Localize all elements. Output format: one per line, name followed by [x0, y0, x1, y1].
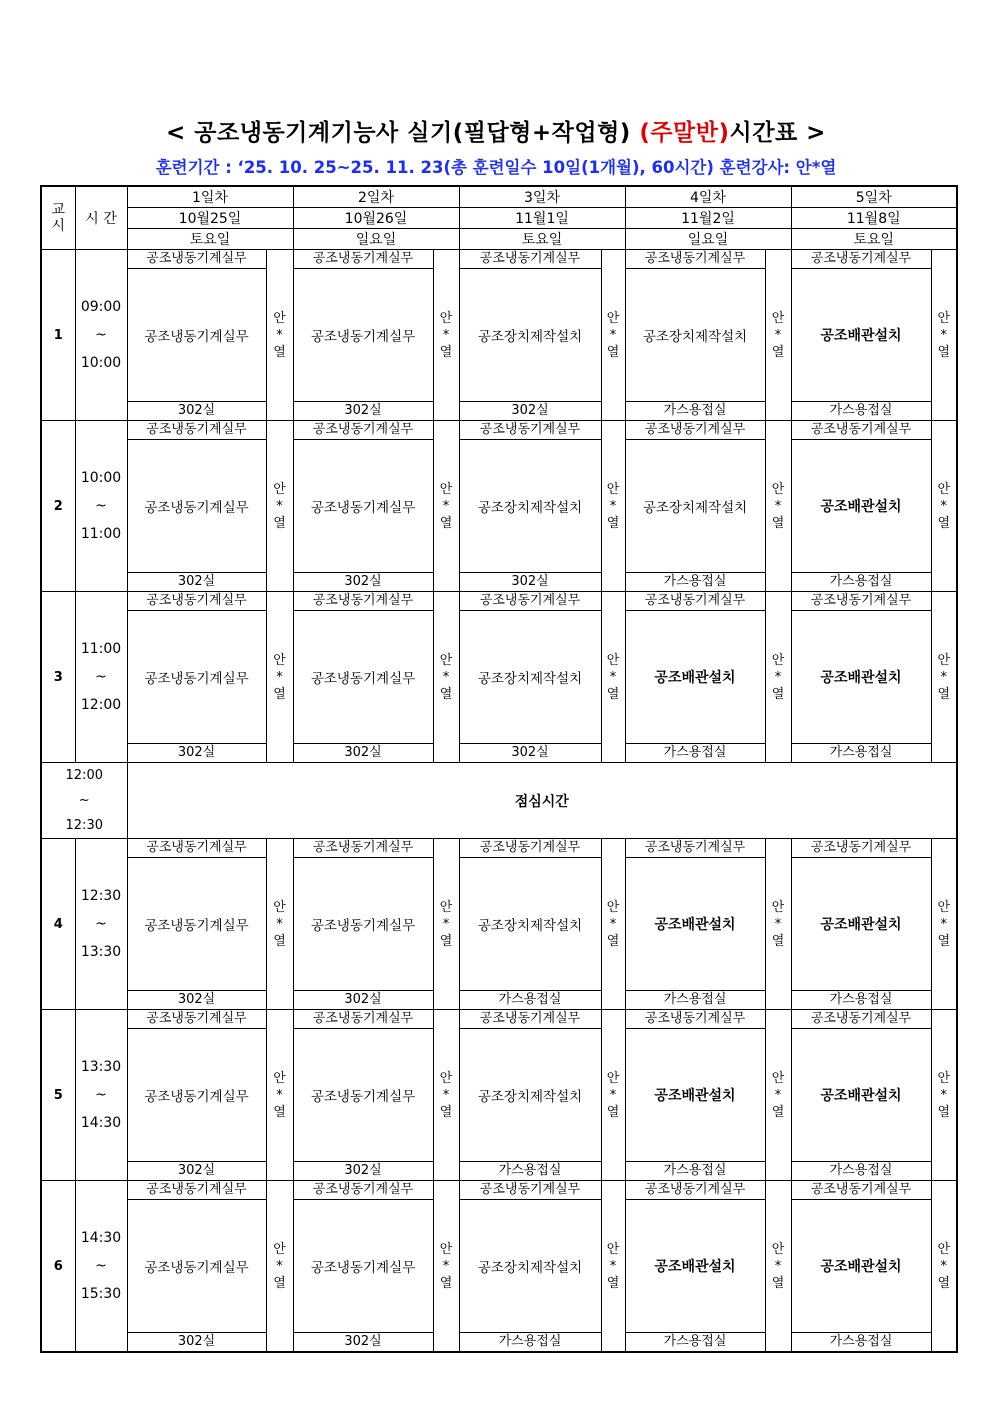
day-header-4: 4일차 — [625, 186, 791, 208]
category-label: 공조냉동기계실무 — [293, 592, 433, 611]
subject-cell: 공조냉동기계실무 — [127, 611, 266, 744]
subject-cell: 공조냉동기계실무 — [293, 611, 433, 744]
date-header-2: 10월26일 — [293, 208, 459, 229]
room-label: 가스용접실 — [459, 1333, 601, 1353]
time-header: 시 간 — [75, 186, 127, 250]
category-label: 공조냉동기계실무 — [625, 1010, 765, 1029]
instructor-name: 안 * 열 — [266, 1010, 293, 1181]
table-row — [41, 250, 957, 269]
period-header: 교시 — [41, 186, 75, 250]
subject-cell: 공조배관설치 — [791, 858, 931, 991]
subject-cell: 공조냉동기계실무 — [293, 269, 433, 402]
instructor-name: 안 * 열 — [601, 1010, 625, 1181]
subject-cell: 공조냉동기계실무 — [127, 269, 266, 402]
subject-cell: 공조냉동기계실무 — [293, 1200, 433, 1333]
category-label: 공조냉동기계실무 — [459, 250, 601, 269]
category-label: 공조냉동기계실무 — [293, 1181, 433, 1200]
category-label: 공조냉동기계실무 — [791, 1181, 931, 1200]
subject-cell: 공조냉동기계실무 — [127, 858, 266, 991]
room-label: 302실 — [293, 1333, 433, 1353]
period-number: 4 — [41, 839, 75, 1010]
category-label: 공조냉동기계실무 — [127, 1181, 266, 1200]
category-label: 공조냉동기계실무 — [459, 421, 601, 440]
training-period-subtitle: 훈련기간 : ‘25. 10. 25~25. 11. 23(총 훈련일수 10일(1개월), 60시간) 훈련강사: 안*열 — [155, 158, 837, 177]
category-label: 공조냉동기계실무 — [625, 592, 765, 611]
instructor-name: 안 * 열 — [266, 250, 293, 421]
category-label: 공조냉동기계실무 — [625, 1181, 765, 1200]
instructor-name: 안 * 열 — [266, 592, 293, 763]
table-row — [41, 402, 957, 421]
room-label: 가스용접실 — [459, 991, 601, 1010]
instructor-name: 안 * 열 — [765, 1181, 791, 1353]
instructor-name: 안 * 열 — [931, 1010, 957, 1181]
instructor-name: 안 * 열 — [433, 250, 459, 421]
weekday-header-1: 토요일 — [127, 229, 293, 250]
table-row — [41, 744, 957, 763]
instructor-name: 안 * 열 — [931, 250, 957, 421]
table-row — [41, 1162, 957, 1181]
room-label: 가스용접실 — [791, 1333, 931, 1353]
lunch-row — [41, 763, 957, 839]
category-label: 공조냉동기계실무 — [625, 250, 765, 269]
instructor-name: 안 * 열 — [266, 839, 293, 1010]
weekday-header-2: 일요일 — [293, 229, 459, 250]
title-highlight: (주말반) — [639, 120, 730, 146]
instructor-name: 안 * 열 — [266, 1181, 293, 1353]
room-label: 가스용접실 — [791, 744, 931, 763]
room-label: 가스용접실 — [625, 1162, 765, 1181]
period-time: 11:00 ~ 12:00 — [75, 592, 127, 763]
table-row — [41, 991, 957, 1010]
timetable — [40, 185, 958, 1353]
period-time: 14:30 ~ 15:30 — [75, 1181, 127, 1353]
table-row — [41, 440, 957, 573]
subject-cell: 공조냉동기계실무 — [293, 440, 433, 573]
period-time: 10:00 ~ 11:00 — [75, 421, 127, 592]
room-label: 302실 — [127, 991, 266, 1010]
room-label: 302실 — [127, 1162, 266, 1181]
period-number: 6 — [41, 1181, 75, 1353]
subject-cell: 공조장치제작설치 — [625, 440, 765, 573]
room-label: 302실 — [293, 991, 433, 1010]
lunch-time: 12:00 ~ 12:30 — [41, 763, 127, 839]
room-label: 가스용접실 — [791, 1162, 931, 1181]
room-label: 가스용접실 — [625, 1333, 765, 1353]
lunch-label: 점심시간 — [127, 763, 957, 839]
category-label: 공조냉동기계실무 — [127, 592, 266, 611]
room-label: 302실 — [293, 744, 433, 763]
category-label: 공조냉동기계실무 — [625, 421, 765, 440]
room-label: 302실 — [127, 573, 266, 592]
subject-cell: 공조배관설치 — [791, 1200, 931, 1333]
category-label: 공조냉동기계실무 — [293, 250, 433, 269]
subject-cell: 공조배관설치 — [791, 611, 931, 744]
instructor-name: 안 * 열 — [931, 1181, 957, 1353]
room-label: 302실 — [293, 402, 433, 421]
category-label: 공조냉동기계실무 — [459, 592, 601, 611]
instructor-name: 안 * 열 — [601, 1181, 625, 1353]
subject-cell: 공조냉동기계실무 — [127, 1029, 266, 1162]
instructor-name: 안 * 열 — [931, 421, 957, 592]
category-label: 공조냉동기계실무 — [127, 250, 266, 269]
instructor-name: 안 * 열 — [433, 592, 459, 763]
instructor-name: 안 * 열 — [765, 839, 791, 1010]
date-header-4: 11월2일 — [625, 208, 791, 229]
room-label: 302실 — [293, 1162, 433, 1181]
date-header-5: 11월8일 — [791, 208, 957, 229]
date-header-3: 11월1일 — [459, 208, 625, 229]
room-label: 302실 — [459, 402, 601, 421]
instructor-name: 안 * 열 — [433, 1181, 459, 1353]
instructor-name: 안 * 열 — [931, 592, 957, 763]
category-label: 공조냉동기계실무 — [791, 839, 931, 858]
weekday-header-5: 토요일 — [791, 229, 957, 250]
subject-cell: 공조배관설치 — [791, 269, 931, 402]
table-row — [41, 1181, 957, 1200]
day-header-5: 5일차 — [791, 186, 957, 208]
instructor-name: 안 * 열 — [601, 250, 625, 421]
table-row — [41, 1333, 957, 1353]
subject-cell: 공조냉동기계실무 — [127, 1200, 266, 1333]
category-label: 공조냉동기계실무 — [459, 1181, 601, 1200]
room-label: 가스용접실 — [791, 573, 931, 592]
table-row — [41, 421, 957, 440]
category-label: 공조냉동기계실무 — [293, 1010, 433, 1029]
category-label: 공조냉동기계실무 — [127, 1010, 266, 1029]
subject-cell: 공조냉동기계실무 — [293, 1029, 433, 1162]
day-header-2: 2일차 — [293, 186, 459, 208]
period-number: 1 — [41, 250, 75, 421]
period-number: 5 — [41, 1010, 75, 1181]
subject-cell: 공조장치제작설치 — [459, 611, 601, 744]
instructor-name: 안 * 열 — [765, 421, 791, 592]
room-label: 302실 — [127, 1333, 266, 1353]
instructor-name: 안 * 열 — [433, 839, 459, 1010]
room-label: 가스용접실 — [625, 402, 765, 421]
instructor-name: 안 * 열 — [931, 839, 957, 1010]
table-row — [41, 573, 957, 592]
instructor-name: 안 * 열 — [433, 1010, 459, 1181]
subject-cell: 공조장치제작설치 — [459, 1029, 601, 1162]
room-label: 302실 — [293, 573, 433, 592]
category-label: 공조냉동기계실무 — [459, 1010, 601, 1029]
category-label: 공조냉동기계실무 — [791, 592, 931, 611]
table-row — [41, 1200, 957, 1333]
instructor-name: 안 * 열 — [765, 592, 791, 763]
category-label: 공조냉동기계실무 — [791, 250, 931, 269]
page-title — [0, 114, 992, 147]
period-number: 3 — [41, 592, 75, 763]
room-label: 302실 — [127, 402, 266, 421]
subject-cell: 공조장치제작설치 — [459, 269, 601, 402]
table-row — [41, 1010, 957, 1029]
period-number: 2 — [41, 421, 75, 592]
instructor-name: 안 * 열 — [765, 250, 791, 421]
period-time: 09:00 ~ 10:00 — [75, 250, 127, 421]
room-label: 302실 — [459, 744, 601, 763]
category-label: 공조냉동기계실무 — [459, 839, 601, 858]
room-label: 가스용접실 — [625, 991, 765, 1010]
category-label: 공조냉동기계실무 — [791, 1010, 931, 1029]
subject-cell: 공조배관설치 — [625, 858, 765, 991]
category-label: 공조냉동기계실무 — [293, 421, 433, 440]
instructor-name: 안 * 열 — [601, 592, 625, 763]
subject-cell: 공조배관설치 — [625, 1200, 765, 1333]
day-header-3: 3일차 — [459, 186, 625, 208]
subject-cell: 공조장치제작설치 — [459, 440, 601, 573]
room-label: 가스용접실 — [625, 573, 765, 592]
period-time: 12:30 ~ 13:30 — [75, 839, 127, 1010]
subject-cell: 공조배관설치 — [625, 611, 765, 744]
instructor-name: 안 * 열 — [433, 421, 459, 592]
table-row — [41, 839, 957, 858]
instructor-name: 안 * 열 — [765, 1010, 791, 1181]
room-label: 가스용접실 — [791, 402, 931, 421]
weekday-header-3: 토요일 — [459, 229, 625, 250]
category-label: 공조냉동기계실무 — [625, 839, 765, 858]
table-row — [41, 269, 957, 402]
table-row — [41, 1029, 957, 1162]
subject-cell: 공조냉동기계실무 — [127, 440, 266, 573]
subject-cell: 공조배관설치 — [791, 1029, 931, 1162]
room-label: 302실 — [127, 744, 266, 763]
instructor-name: 안 * 열 — [266, 421, 293, 592]
subject-cell: 공조냉동기계실무 — [293, 858, 433, 991]
instructor-name: 안 * 열 — [601, 839, 625, 1010]
title-suffix: 시간표 > — [729, 120, 826, 146]
table-row — [41, 858, 957, 991]
instructor-name: 안 * 열 — [601, 421, 625, 592]
subject-cell: 공조장치제작설치 — [459, 858, 601, 991]
room-label: 가스용접실 — [791, 991, 931, 1010]
room-label: 가스용접실 — [459, 1162, 601, 1181]
room-label: 302실 — [459, 573, 601, 592]
subject-cell: 공조배관설치 — [625, 1029, 765, 1162]
period-time: 13:30 ~ 14:30 — [75, 1010, 127, 1181]
subject-cell: 공조장치제작설치 — [459, 1200, 601, 1333]
category-label: 공조냉동기계실무 — [127, 839, 266, 858]
table-row — [41, 611, 957, 744]
category-label: 공조냉동기계실무 — [791, 421, 931, 440]
table-row — [41, 592, 957, 611]
room-label: 가스용접실 — [625, 744, 765, 763]
subject-cell: 공조장치제작설치 — [625, 269, 765, 402]
category-label: 공조냉동기계실무 — [293, 839, 433, 858]
day-header-1: 1일차 — [127, 186, 293, 208]
title-prefix: < 공조냉동기계기능사 실기(필답형+작업형) — [166, 120, 640, 146]
subject-cell: 공조배관설치 — [791, 440, 931, 573]
weekday-header-4: 일요일 — [625, 229, 791, 250]
category-label: 공조냉동기계실무 — [127, 421, 266, 440]
date-header-1: 10월25일 — [127, 208, 293, 229]
